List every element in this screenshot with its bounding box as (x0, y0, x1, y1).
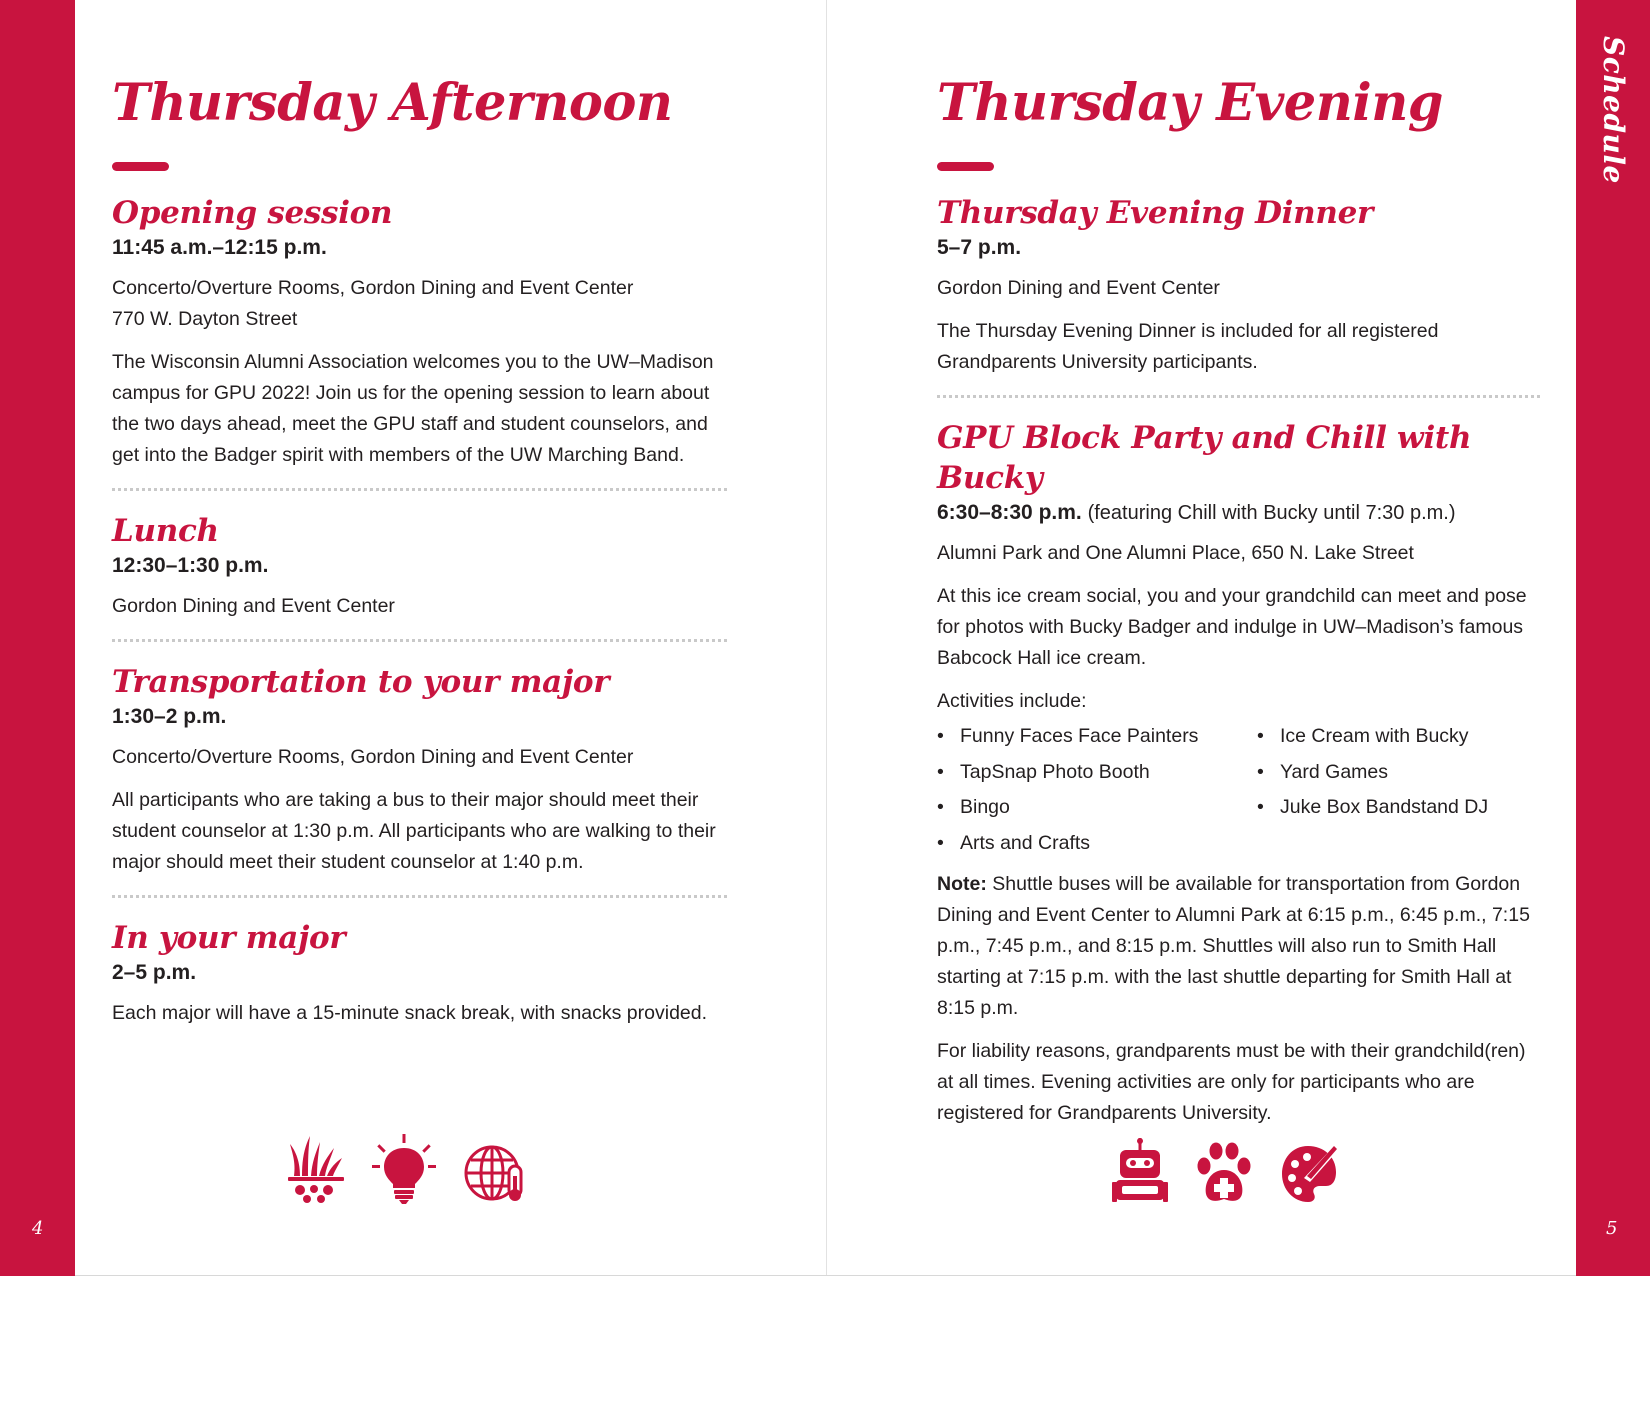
event-description: Each major will have a 15-minute snack break, with snacks provided. (112, 1002, 708, 1024)
lightbulb-icon (372, 1134, 436, 1204)
title-rule (937, 162, 994, 171)
event-location: Concerto/Overture Rooms, Gordon Dining and Event Center (112, 746, 634, 768)
list-item: • Juke Box Bandstand DJ (1257, 790, 1537, 826)
event-time: 6:30–8:30 p.m. (featuring Chill with Bucky until 7:30 p.m.) (937, 501, 1456, 524)
page-number-left: 4 (32, 1218, 44, 1239)
event-lunch (112, 511, 727, 622)
left-page (112, 0, 727, 1041)
event-location: Gordon Dining and Event Center (937, 277, 1220, 299)
event-address: 770 W. Dayton Street (112, 308, 298, 330)
right-icon-row (1112, 1132, 1366, 1204)
list-item: • Arts and Crafts (937, 826, 1257, 862)
right-page (937, 0, 1540, 1141)
event-heading: Lunch (112, 513, 219, 549)
event-location: Concerto/Overture Rooms, Gordon Dining and Event Center 770 W. Dayton Street (112, 277, 634, 330)
section-divider (112, 639, 727, 642)
shuttle-note: Note: Shuttle buses will be available for transportation from Gordon Dining and Event Center to Alumni Park at 6:15 p.m., 6:45 p.m., 7:15 p.m., 7:45 p.m., and 8:15 p.m. Shuttles will also run to Smith Hall starting at 7:15 p.m. with the last shuttle departing for Smith Hall at 8:15 p.m. (937, 873, 1530, 1019)
list-item: • Funny Faces Face Painters (937, 719, 1257, 755)
event-time-note: (featuring Chill with Bucky until 7:30 p.m.) (1087, 502, 1456, 524)
page-title: Thursday Afternoon (112, 73, 673, 133)
event-description: At this ice cream social, you and your grandchild can meet and pose for photos with Bucky Badger and indulge in UW–Madison’s famous Babcock Hall ice cream. (937, 585, 1527, 669)
list-item: • Yard Games (1257, 755, 1537, 791)
event-time: 12:30–1:30 p.m. (112, 554, 269, 577)
event-opening-session (112, 193, 727, 471)
event-heading: Thursday Evening Dinner (937, 195, 1374, 231)
title-rule (112, 162, 169, 171)
event-time: 11:45 a.m.–12:15 p.m. (112, 236, 327, 259)
right-accent-stripe (1576, 0, 1650, 1276)
paw-medical-icon (1196, 1142, 1252, 1204)
event-heading: GPU Block Party and Chill with Bucky (937, 420, 1472, 496)
list-item: • Bingo (937, 790, 1257, 826)
left-accent-stripe (0, 0, 75, 1276)
event-heading: Transportation to your major (112, 664, 610, 700)
plant-soil-icon (288, 1134, 344, 1204)
page-bottom-edge (75, 1275, 1576, 1276)
note-label: Note: (937, 873, 987, 895)
event-description: All participants who are taking a bus to their major should meet their student counselor at 1:30 p.m. All participants who are walking to their major should meet their student counselor at 1:40 p.m. (112, 789, 716, 873)
activities-list (937, 719, 1540, 861)
page-title: Thursday Evening (937, 73, 1443, 133)
section-divider (112, 488, 727, 491)
book-spine (826, 0, 827, 1276)
event-time: 5–7 p.m. (937, 236, 1022, 259)
event-in-your-major (112, 918, 727, 1029)
section-divider (937, 395, 1540, 398)
event-description: The Thursday Evening Dinner is included for all registered Grandparents University participants. (937, 320, 1439, 373)
event-thursday-dinner (937, 193, 1540, 378)
event-transportation (112, 662, 727, 878)
event-time: 2–5 p.m. (112, 961, 197, 984)
event-location: Alumni Park and One Alumni Place, 650 N. Lake Street (937, 542, 1414, 564)
list-item: • Ice Cream with Bucky (1257, 719, 1537, 755)
event-description: The Wisconsin Alumni Association welcomes you to the UW–Madison campus for GPU 2022! Join us for the opening session to learn about the two days ahead, meet the GPU staff and student counselors, and get into the Badger spirit with members of the UW Marching Band. (112, 351, 714, 466)
event-time: 1:30–2 p.m. (112, 705, 227, 728)
liability-text: For liability reasons, grandparents must be with their grandchild(ren) at all times. Evening activities are only for participants who are registered for Grandparents University. (937, 1040, 1526, 1124)
left-icon-row (288, 1132, 554, 1204)
section-divider (112, 895, 727, 898)
section-tab-label: Schedule (1597, 36, 1630, 184)
list-item: • TapSnap Photo Booth (937, 755, 1257, 791)
event-heading: In your major (112, 920, 346, 956)
robot-icon (1112, 1138, 1168, 1204)
page-number-right: 5 (1606, 1218, 1618, 1239)
event-location: Gordon Dining and Event Center (112, 595, 395, 617)
activities-intro: Activities include: (937, 690, 1087, 712)
event-block-party (937, 418, 1540, 1129)
paint-palette-icon (1280, 1142, 1338, 1204)
globe-thermometer-icon (464, 1142, 526, 1204)
event-heading: Opening session (112, 195, 393, 231)
